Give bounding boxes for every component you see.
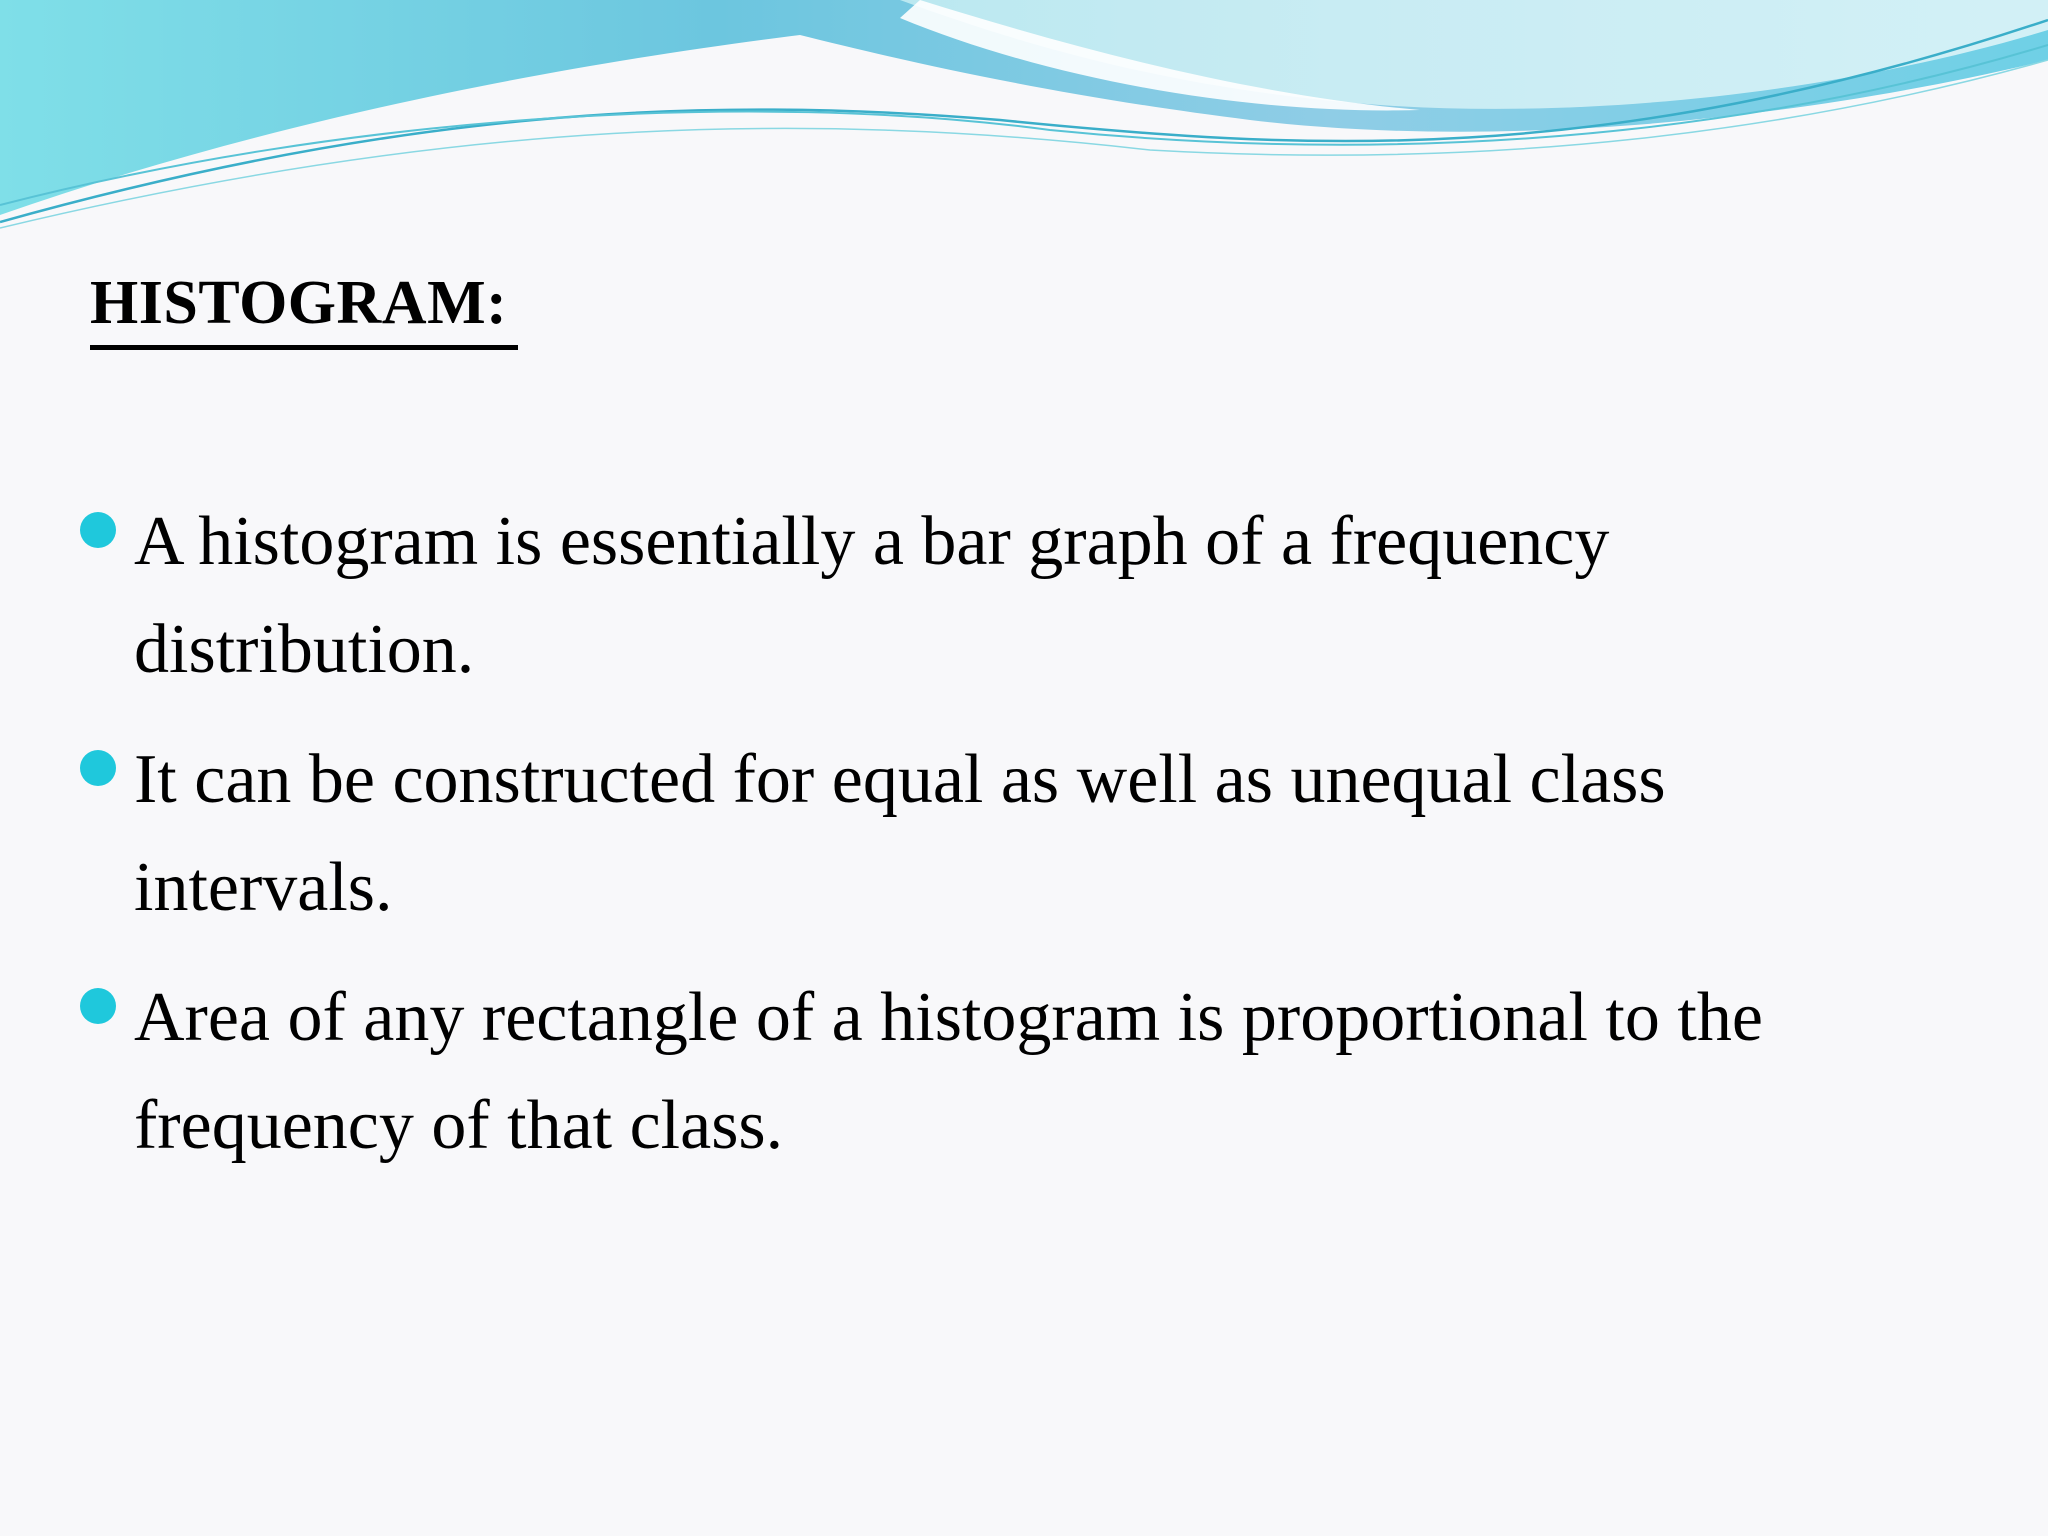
- bullet-item: [0, 726, 1914, 942]
- bullet-list: [0, 488, 2048, 1202]
- bullet-dot-icon: [80, 750, 116, 786]
- bullet-item: [0, 964, 1914, 1180]
- slide-title: HISTOGRAM:: [90, 269, 508, 337]
- wave-header-decoration: [0, 0, 2048, 240]
- bullet-text: Area of any rectangle of a histogram is proportional to the frequency of that class.: [134, 979, 1763, 1164]
- title-underline: [90, 345, 518, 350]
- bullet-text: A histogram is essentially a bar graph of a frequency distribution.: [134, 503, 1610, 688]
- bullet-item: [0, 488, 1914, 704]
- bullet-text: It can be constructed for equal as well as unequal class intervals.: [134, 741, 1666, 926]
- bullet-dot-icon: [80, 512, 116, 548]
- bullet-dot-icon: [80, 988, 116, 1024]
